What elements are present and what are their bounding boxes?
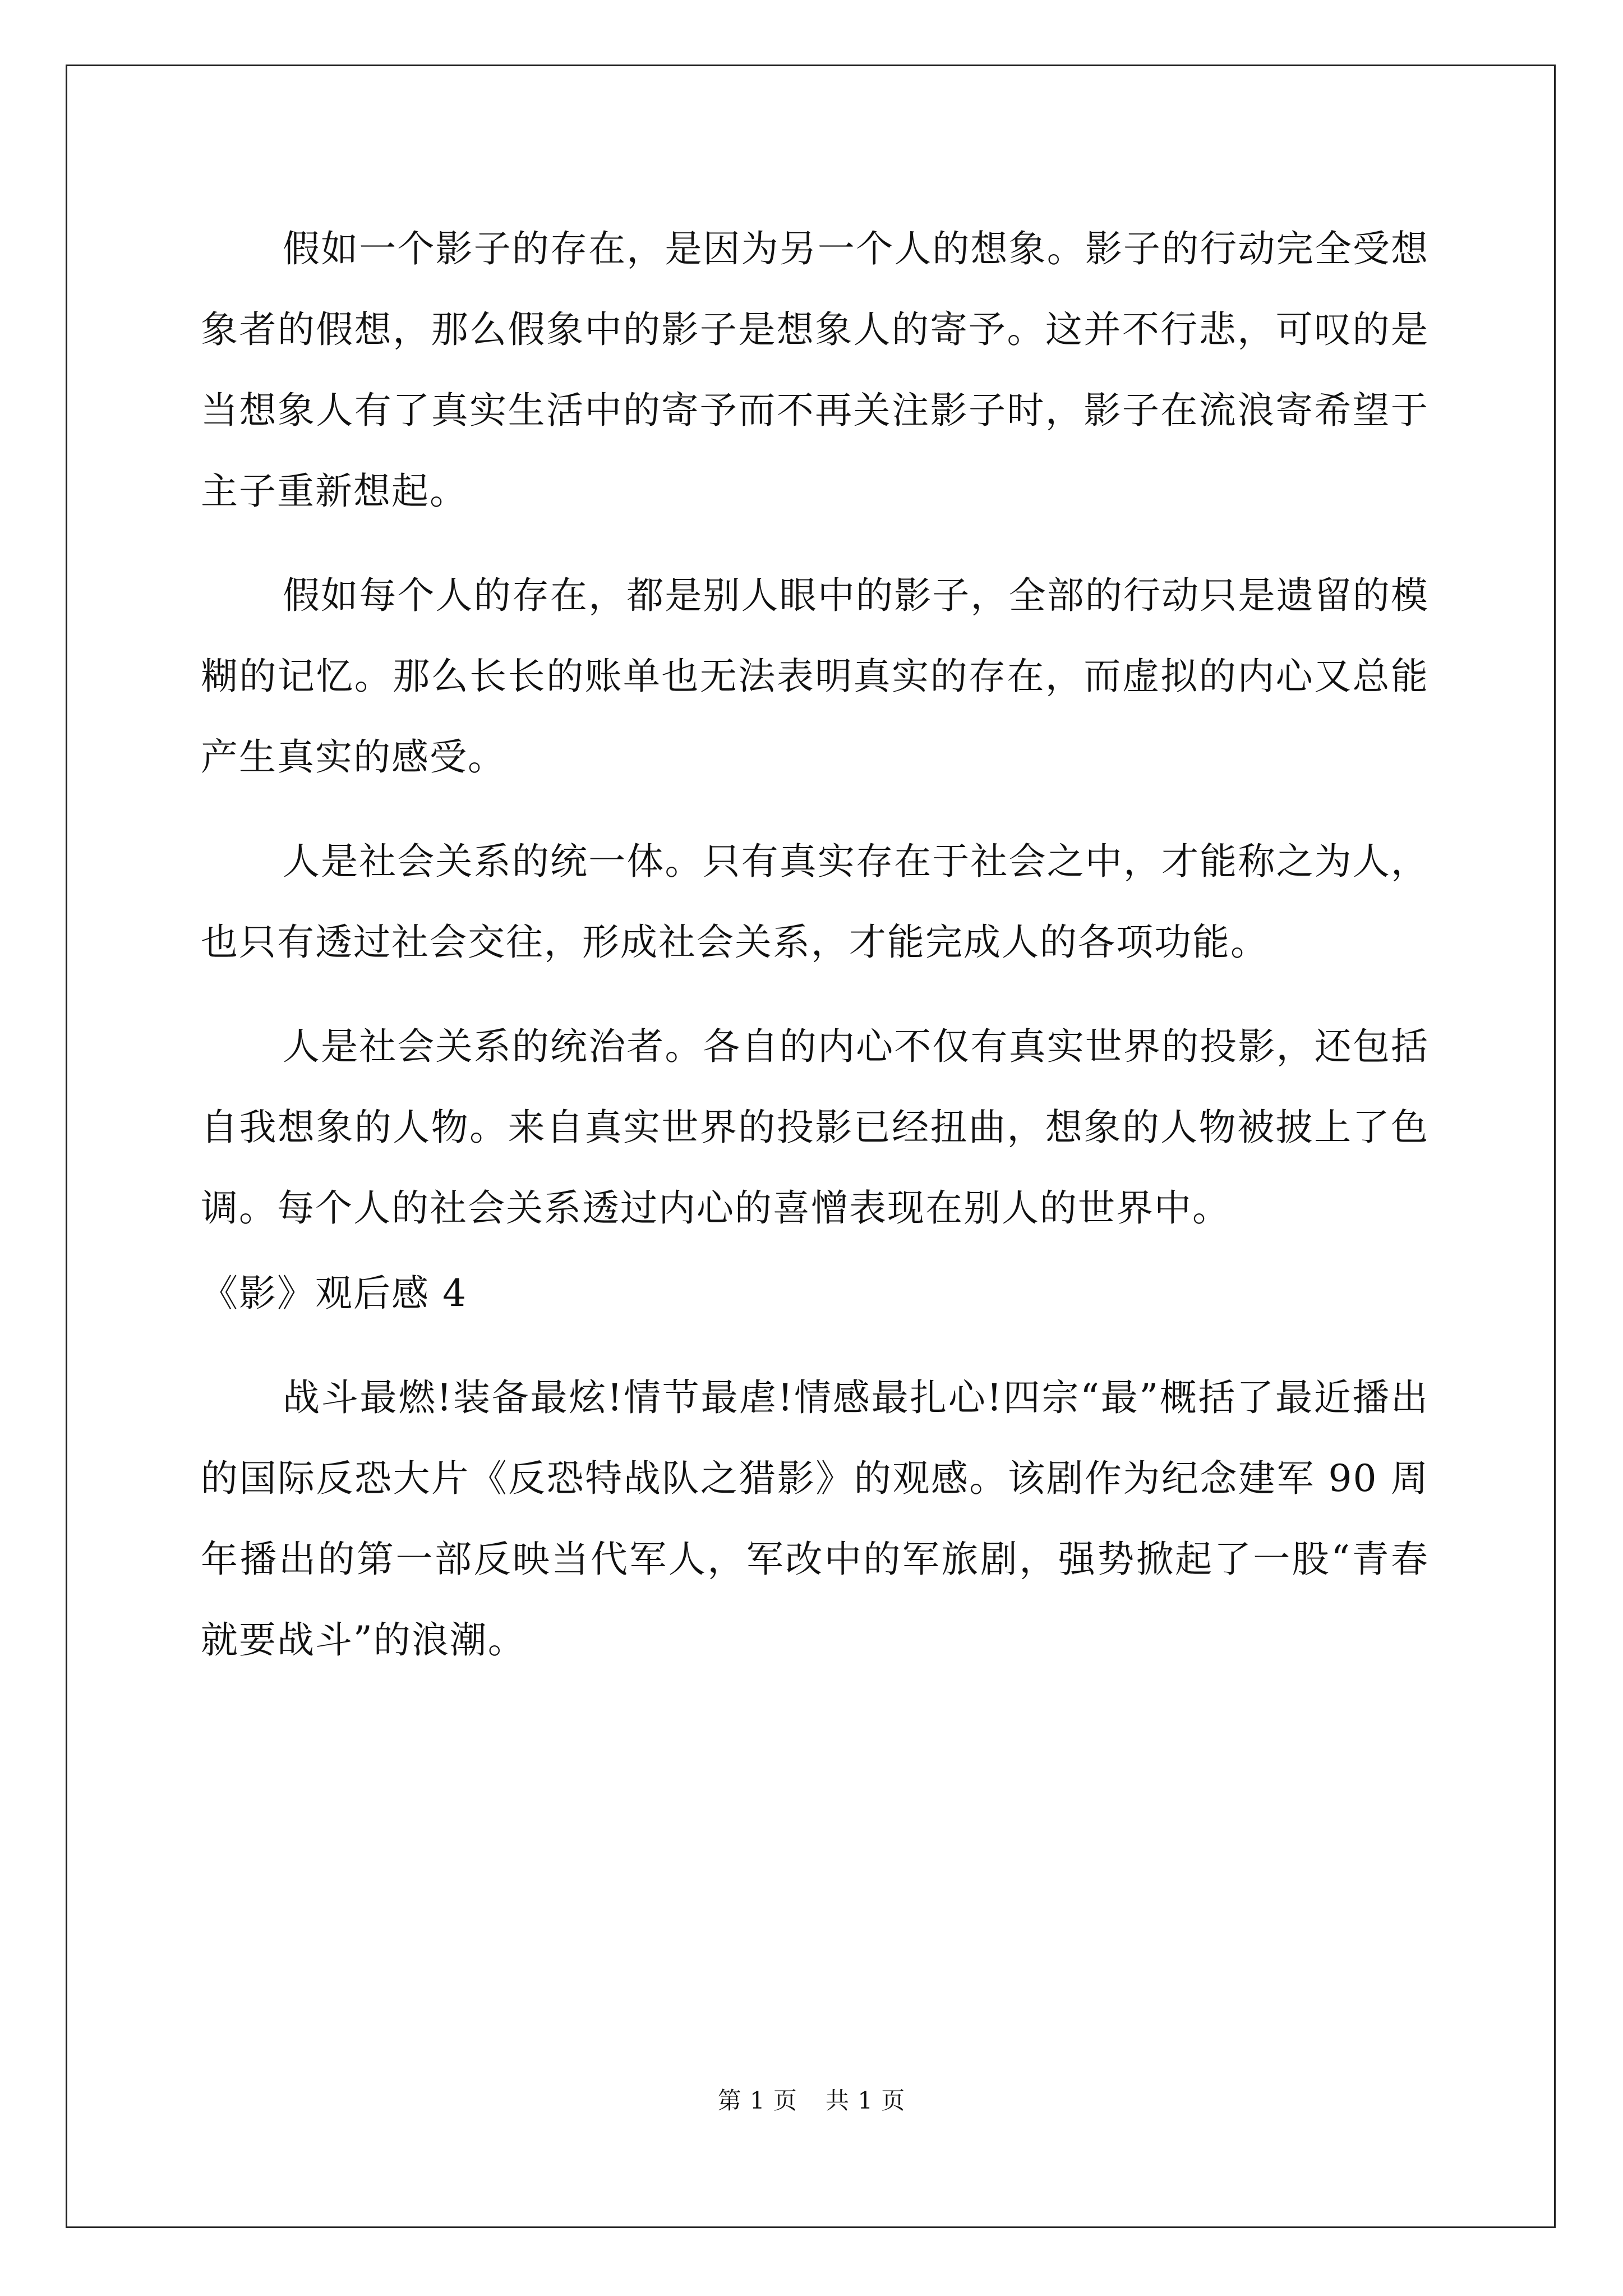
page-footer — [0, 2082, 1623, 2116]
paragraph-2: 假如每个人的存在，都是别人眼中的影子，全部的行动只是遗留的模糊的记忆。那么长长的账单也无法表明真实的存在，而虚拟的内心又总能产生真实的感受。 — [201, 574, 1429, 779]
document-body — [201, 209, 1429, 1681]
paragraph-5: 战斗最燃!装备最炫!情节最虐!情感最扎心!四宗“最”概括了最近播出的国际反恐大片《反恐特战队之猎影》的观感。该剧作为纪念建军 90 周年播出的第一部反映当代军人，军改中的军旅剧，强势掀起了一股“青春就要战斗”的浪潮。 — [201, 1376, 1429, 1662]
page-number-total: 共 1 页 — [826, 2087, 906, 2114]
paragraph-4: 人是社会关系的统治者。各自的内心不仅有真实世界的投影，还包括自我想象的人物。来自真实世界的投影已经扭曲，想象的人物被披上了色调。每个人的社会关系透过内心的喜憎表现在别人的世界中。 — [201, 1025, 1429, 1230]
paragraph-1: 假如一个影子的存在，是因为另一个人的想象。影子的行动完全受想象者的假想，那么假象中的影子是想象人的寄予。这并不行悲，可叹的是当想象人有了真实生活中的寄予而不再关注影子时，影子在流浪寄希望于主子重新想起。 — [201, 227, 1429, 513]
paragraph-3: 人是社会关系的统一体。只有真实存在于社会之中，才能称之为人，也只有透过社会交往，形成社会关系，才能完成人的各项功能。 — [201, 840, 1429, 964]
page-number-current: 第 1 页 — [717, 2087, 797, 2114]
section-heading: 《影》观后感 4 — [201, 1272, 467, 1315]
